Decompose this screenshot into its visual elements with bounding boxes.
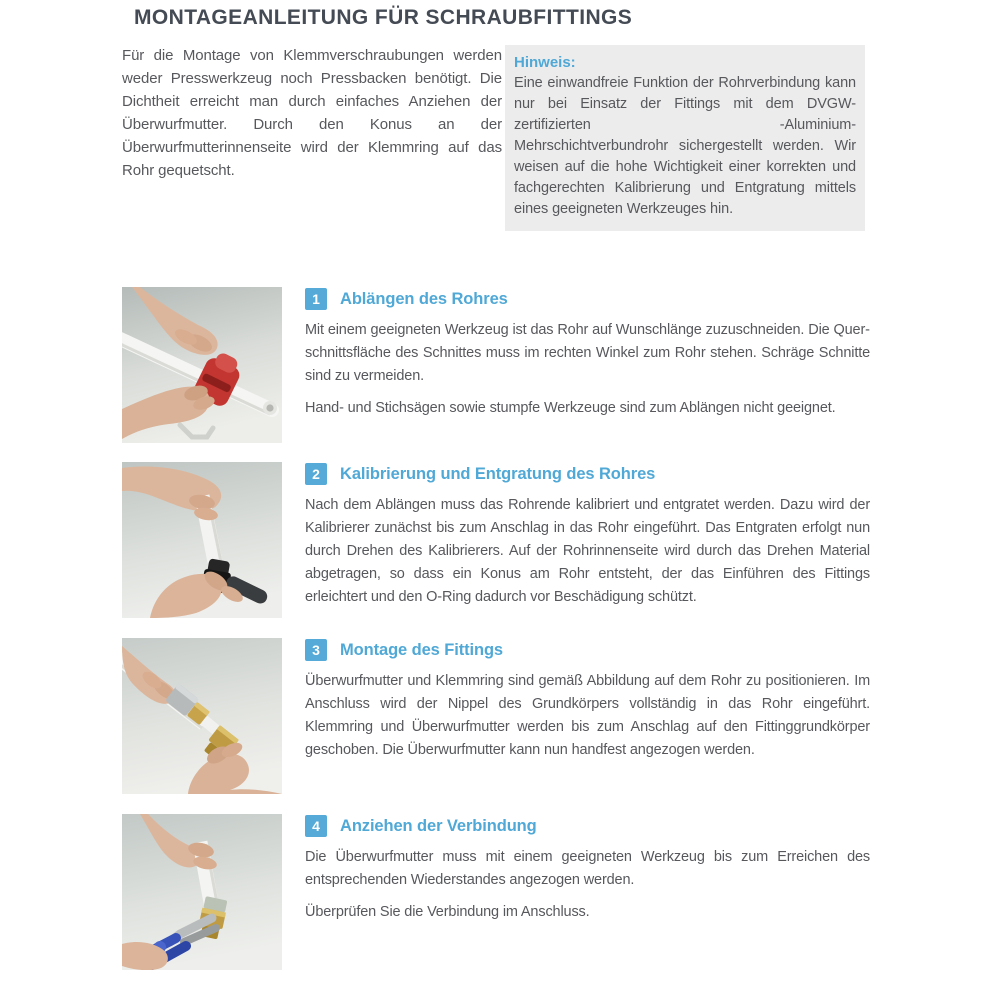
step-4-content <box>305 814 870 924</box>
note-text-before-gap: Eine einwandfreie Funktion der Rohrverbindung kann nur bei Einsatz der Fittings mit dem DVGW-zertifizierten <box>514 75 856 133</box>
step-1-number-badge: 1 <box>305 288 327 310</box>
step-3-content <box>305 638 870 762</box>
step-2-header <box>305 463 870 485</box>
step-4-header <box>305 815 870 837</box>
page-title: MONTAGEANLEITUNG FÜR SCHRAUBFITTINGS <box>134 6 633 29</box>
step-2-content <box>305 462 870 609</box>
note-box <box>505 45 865 231</box>
step-3-header <box>305 639 870 661</box>
step-4-paragraph: Die Überwurfmutter muss mit einem geeigneten Werkzeug bis zum Erreichen des entsprechenden Wiederstandes angezogen werden. <box>305 849 870 888</box>
step-1-photo-pipe-cutter <box>122 287 282 443</box>
step-4-number-badge: 4 <box>305 815 327 837</box>
step-1-content <box>305 287 870 420</box>
step-2-title: Kalibrierung und Entgratung des Rohres <box>340 464 656 483</box>
step-2-paragraph: Nach dem Ablängen muss das Rohrende kalibriert und entgratet werden. Dazu wird der Kalibrierer zunächst bis zum Anschlag in das Rohr eingeführt. Das Entgraten erfolgt nun durch Drehen des Kalibrierers. Auf der Rohrinnenseite wird durch das Drehen Material abgetragen, so dass ein Konus am Rohr entsteht, der das Einführen des Fittings erleichtert und den O-Ring dadurch vor Beschädigung schützt. <box>305 497 870 605</box>
note-text-after-gap: -Aluminium-Mehrschichtverbundrohr sichergestellt werden. Wir weisen auf die hohe Wichtigkeit einer korrekten und fachgerechten Kalibrierung und Entgratung mittels eines geeigneten Werkzeuges hin. <box>514 117 856 217</box>
step-3-title: Montage des Fittings <box>340 640 504 659</box>
step-2-number-badge: 2 <box>305 463 327 485</box>
note-body <box>514 73 856 220</box>
step-3-number-badge: 3 <box>305 639 327 661</box>
step-3-paragraph: Überwurfmutter und Klemmring sind gemäß Abbildung auf dem Rohr zu positionieren. Im Anschluss wird der Nippel des Grundkörpers vollständig in das Rohr eingeführt. Klemmring und Überwurfmutter werden bis zum Anschlag auf den Fittinggrundkörper geschoben. Die Überwurfmutter kann nun handfest angezogen werden. <box>305 673 870 758</box>
step-4-paragraph: Überprüfen Sie die Verbindung im Anschluss. <box>305 904 590 920</box>
step-1-header <box>305 288 870 310</box>
step-1-paragraph: Mit einem geeigneten Werkzeug ist das Rohr auf Wunschlänge zuzuschneiden. Die Querschnittsfläche des Schnittes muss im rechten Winkel zum Rohr stehen. Schräge Schnitte sind zu vermeiden. <box>305 322 870 384</box>
step-3-photo-fitting-assembly <box>122 638 282 794</box>
intro-paragraph: Für die Montage von Klemmverschraubungen werden weder Presswerkzeug noch Pressbacken benötigt. Die Dichtheit erreicht man durch einfaches Anziehen der Überwurfmutter. Durch den Konus an der Überwurfmutterinnenseite wird der Klemmring auf das Rohr gequetscht. <box>122 47 502 179</box>
note-title: Hinweis: <box>514 54 576 71</box>
step-1-paragraph: Hand- und Stichsägen sowie stumpfe Werkzeuge sind zum Ablängen nicht geeignet. <box>305 400 836 416</box>
step-4-title: Anziehen der Verbindung <box>340 816 537 835</box>
step-4-photo-tightening-wrench <box>122 814 282 970</box>
step-1-title: Ablängen des Rohres <box>340 289 508 308</box>
step-2-photo-calibrating-tool <box>122 462 282 618</box>
